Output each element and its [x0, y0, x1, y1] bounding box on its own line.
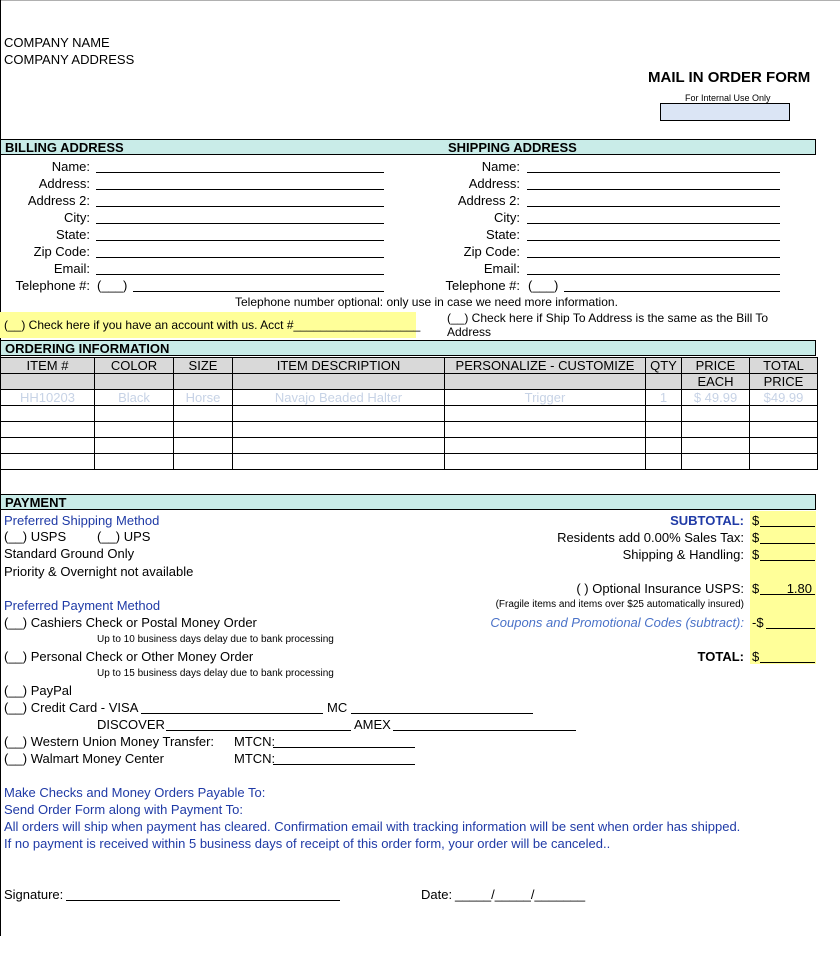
- usps-option[interactable]: (__) USPS: [4, 529, 67, 544]
- ordering-header-bar: [0, 340, 816, 356]
- billing-address-field[interactable]: [96, 189, 384, 190]
- priority-note: Priority & Overnight not available: [4, 564, 194, 579]
- shipping-address-label: Address:: [468, 176, 520, 191]
- amex-label: AMEX: [354, 717, 391, 732]
- sample-description[interactable]: Navajo Beaded Halter: [233, 390, 445, 406]
- shipping-city-label: City:: [494, 210, 520, 225]
- order-table-header-row: [1, 358, 818, 374]
- col-price: PRICE: [682, 358, 750, 374]
- table-row[interactable]: [1, 422, 818, 438]
- sample-item-number[interactable]: HH10203: [1, 390, 95, 406]
- billing-city-field[interactable]: [96, 223, 384, 224]
- table-row[interactable]: [1, 454, 818, 470]
- billing-state-field[interactable]: [96, 240, 384, 241]
- order-table-header-row-2: [1, 374, 818, 390]
- coupons-label: Coupons and Promotional Codes (subtract):: [490, 615, 744, 630]
- shipping-telephone-area: (___): [528, 278, 559, 293]
- col-total: TOTAL: [750, 358, 818, 374]
- coupons-field[interactable]: [766, 628, 815, 629]
- billing-email-field[interactable]: [96, 274, 384, 275]
- shipping-zip-field[interactable]: [527, 257, 780, 258]
- amex-field[interactable]: [393, 730, 576, 731]
- subtotal-label: SUBTOTAL:: [670, 513, 744, 528]
- mc-field[interactable]: [351, 713, 533, 714]
- date-label: Date:: [421, 887, 453, 902]
- shipping-state-field[interactable]: [527, 240, 780, 241]
- billing-header: BILLING ADDRESS: [5, 140, 124, 155]
- billing-zip-label: Zip Code:: [33, 244, 90, 259]
- ups-option[interactable]: (__) UPS: [97, 529, 151, 544]
- billing-telephone-label: Telephone #:: [15, 278, 90, 293]
- subtotal-field[interactable]: [760, 526, 815, 527]
- shipping-address2-label: Address 2:: [457, 193, 520, 208]
- shipping-telephone-field[interactable]: [564, 291, 780, 292]
- col-total-price: PRICE: [750, 374, 818, 390]
- insurance-label[interactable]: ( ) Optional Insurance USPS:: [576, 581, 744, 596]
- visa-field[interactable]: [141, 713, 323, 714]
- billing-name-field[interactable]: [96, 172, 384, 173]
- paypal-option[interactable]: (__) PayPal: [4, 683, 72, 698]
- billing-city-label: City:: [64, 210, 90, 225]
- col-qty: QTY: [646, 358, 682, 374]
- shipping-telephone-label: Telephone #:: [445, 278, 520, 293]
- internal-use-field[interactable]: [660, 103, 790, 121]
- form-title: MAIL IN ORDER FORM: [648, 69, 811, 86]
- sales-tax-label: Residents add 0.00% Sales Tax:: [557, 530, 744, 545]
- total-dollar: $: [752, 649, 760, 664]
- internal-use-label: For Internal Use Only: [685, 93, 771, 103]
- col-size: SIZE: [174, 358, 233, 374]
- ordering-header: ORDERING INFORMATION: [5, 341, 170, 356]
- western-union-option[interactable]: (__) Western Union Money Transfer:: [4, 734, 215, 749]
- cashiers-note: Up to 10 business days delay due to bank processing: [97, 634, 334, 645]
- shipping-address-field[interactable]: [527, 189, 780, 190]
- payable-to-note: Make Checks and Money Orders Payable To:: [4, 785, 266, 800]
- ship-note: All orders will ship when payment has cleared. Confirmation email with tracking information will be sent when order has shipped.: [4, 819, 741, 834]
- shipping-zip-label: Zip Code:: [463, 244, 520, 259]
- billing-address-label: Address:: [38, 176, 90, 191]
- fragile-note: (Fragile items and items over $25 automatically insured): [495, 599, 744, 610]
- discover-field[interactable]: [166, 730, 351, 731]
- account-check-label: (__) Check here if you have an account with us. Acct #___________________: [4, 318, 421, 332]
- walmart-option[interactable]: (__) Walmart Money Center: [4, 751, 164, 766]
- walmart-mtcn-field[interactable]: [273, 764, 415, 765]
- signature-field[interactable]: [66, 900, 340, 901]
- shipping-name-field[interactable]: [527, 172, 780, 173]
- total-label: TOTAL:: [697, 649, 744, 664]
- col-color: COLOR: [95, 358, 174, 374]
- shipping-handling-field[interactable]: [760, 560, 815, 561]
- insurance-dollar: $: [752, 581, 760, 596]
- telephone-note: Telephone number optional: only use in case we need more information.: [235, 295, 618, 309]
- shipping-email-label: Email:: [483, 261, 520, 276]
- personal-note: Up to 15 business days delay due to bank processing: [97, 668, 334, 679]
- insurance-value: 1.80: [786, 581, 812, 596]
- sample-price[interactable]: $ 49.99: [682, 390, 750, 406]
- shipping-address2-field[interactable]: [527, 206, 780, 207]
- signature-label: Signature:: [4, 887, 64, 902]
- table-row[interactable]: [1, 438, 818, 454]
- billing-zip-field[interactable]: [96, 257, 384, 258]
- billing-name-label: Name:: [51, 159, 90, 174]
- sample-color[interactable]: Black: [95, 390, 174, 406]
- billing-telephone-area: (___): [97, 278, 128, 293]
- shipping-state-label: State:: [486, 227, 520, 242]
- billing-address2-label: Address 2:: [27, 193, 90, 208]
- payment-header-bar: [0, 494, 816, 510]
- western-mtcn-label: MTCN:: [234, 734, 276, 749]
- account-check-box[interactable]: [0, 312, 421, 338]
- col-personalize: PERSONALIZE - CUSTOMIZE: [445, 358, 646, 374]
- coupons-dollar: -$: [752, 615, 764, 630]
- personal-check-option[interactable]: (__) Personal Check or Other Money Order: [4, 649, 254, 664]
- shipping-method-title: Preferred Shipping Method: [4, 513, 160, 528]
- same-address-check[interactable]: (__) Check here if Ship To Address is the same as the Bill To Address: [447, 311, 769, 339]
- col-description: ITEM DESCRIPTION: [233, 358, 445, 374]
- standard-ground-note: Standard Ground Only: [4, 546, 135, 561]
- send-to-note: Send Order Form along with Payment To:: [4, 802, 243, 817]
- shipping-header: SHIPPING ADDRESS: [448, 140, 577, 155]
- shipping-email-field[interactable]: [527, 274, 780, 275]
- discover-label: DISCOVER: [97, 717, 165, 732]
- date-field[interactable]: _____/_____/_______: [455, 887, 586, 902]
- sales-tax-field[interactable]: [760, 543, 815, 544]
- table-row[interactable]: [1, 390, 818, 406]
- col-item-number: ITEM #: [1, 358, 95, 374]
- order-table: [0, 357, 818, 470]
- shipping-name-label: Name:: [481, 159, 520, 174]
- sample-size[interactable]: Horse: [174, 390, 233, 406]
- shipping-city-field[interactable]: [527, 223, 780, 224]
- sample-total[interactable]: $49.99: [750, 390, 818, 406]
- sample-personalize[interactable]: Trigger: [445, 390, 646, 406]
- page-top-border: [0, 0, 840, 1]
- billing-telephone-field[interactable]: [133, 291, 384, 292]
- address-header-bar: [0, 139, 816, 155]
- insurance-field: [760, 594, 815, 595]
- sales-tax-dollar: $: [752, 530, 760, 545]
- table-row[interactable]: [1, 406, 818, 422]
- col-price-each: EACH: [682, 374, 750, 390]
- billing-state-label: State:: [56, 227, 90, 242]
- mc-label: MC: [327, 700, 348, 715]
- cashiers-check-option[interactable]: (__) Cashiers Check or Postal Money Order: [4, 615, 257, 630]
- total-field[interactable]: [760, 662, 815, 663]
- shipping-handling-dollar: $: [752, 547, 760, 562]
- cancel-note: If no payment is received within 5 business days of receipt of this order form, your order will be canceled..: [4, 836, 611, 851]
- walmart-mtcn-label: MTCN:: [234, 751, 276, 766]
- sample-qty[interactable]: 1: [646, 390, 682, 406]
- credit-card-option[interactable]: (__) Credit Card - VISA: [4, 700, 139, 715]
- company-name: COMPANY NAME: [4, 35, 110, 50]
- subtotal-dollar: $: [752, 513, 760, 528]
- billing-email-label: Email:: [53, 261, 90, 276]
- payment-header: PAYMENT: [5, 495, 67, 510]
- billing-address2-field[interactable]: [96, 206, 384, 207]
- western-mtcn-field[interactable]: [273, 747, 415, 748]
- company-address: COMPANY ADDRESS: [4, 52, 135, 67]
- shipping-handling-label: Shipping & Handling:: [622, 547, 744, 562]
- payment-method-title: Preferred Payment Method: [4, 598, 161, 613]
